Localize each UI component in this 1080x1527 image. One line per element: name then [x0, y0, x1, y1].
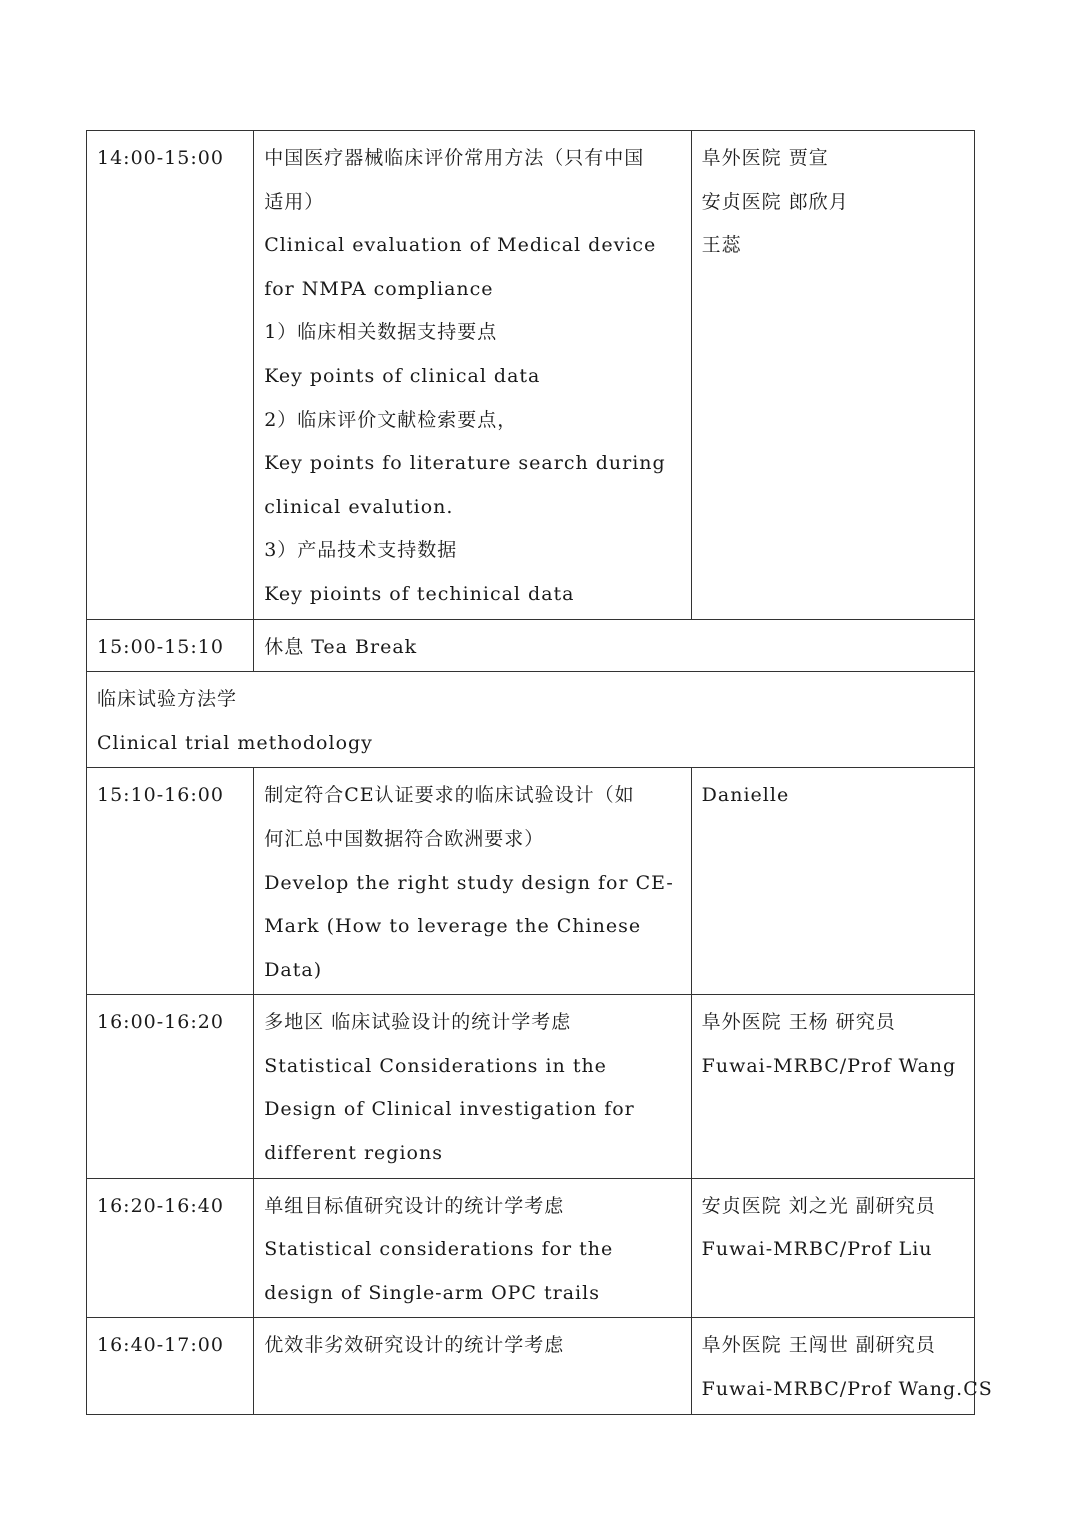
table-row: [87, 131, 975, 620]
topic-cell: 制定符合CE认证要求的临床试验设计（如 何汇总中国数据符合欧洲要求） Develop the right study design for CE- Mark (How to leverage the Chinese Data): [254, 768, 691, 995]
table-row: [87, 1178, 975, 1318]
time-cell: 16:20-16:40: [87, 1178, 254, 1318]
table-row: [87, 619, 975, 672]
time-cell: 14:00-15:00: [87, 131, 254, 620]
table-row: [87, 768, 975, 995]
speaker-cell: 安贞医院 刘之光 副研究员 Fuwai-MRBC/Prof Liu: [691, 1178, 974, 1318]
section-header-cell: 临床试验方法学 Clinical trial methodology: [87, 672, 975, 768]
table-row: [87, 1318, 975, 1414]
topic-cell: 多地区 临床试验设计的统计学考虑 Statistical Considerations in the Design of Clinical investigation for different regions: [254, 995, 691, 1178]
agenda-table: [86, 130, 993, 1415]
speaker-cell: Danielle: [691, 768, 974, 995]
table-row: [87, 995, 975, 1178]
topic-cell: 中国医疗器械临床评价常用方法（只有中国 适用） Clinical evaluation of Medical device for NMPA compliance 1）临床相关数据支持要点 Key points of clinical data 2）临床评价文献检索要点， Key points fo literature search during clinical evalution. 3）产品技术支持数据 Key pioints of techinical data: [254, 131, 691, 620]
section-row: [87, 672, 975, 768]
time-cell: 15:10-16:00: [87, 768, 254, 995]
speaker-cell: 阜外医院 贾宣 安贞医院 郎欣月 王蕊: [691, 131, 974, 620]
speaker-cell: 阜外医院 王闯世 副研究员 Fuwai-MRBC/Prof Wang.CS: [691, 1318, 974, 1414]
speaker-cell: 阜外医院 王杨 研究员 Fuwai-MRBC/Prof Wang: [691, 995, 974, 1178]
topic-cell: 优效非劣效研究设计的统计学考虑: [254, 1318, 691, 1414]
time-cell: 16:00-16:20: [87, 995, 254, 1178]
topic-cell: 单组目标值研究设计的统计学考虑 Statistical considerations for the design of Single-arm OPC trails: [254, 1178, 691, 1318]
break-cell: 休息 Tea Break: [254, 619, 975, 672]
time-cell: 15:00-15:10: [87, 619, 254, 672]
time-cell: 16:40-17:00: [87, 1318, 254, 1414]
